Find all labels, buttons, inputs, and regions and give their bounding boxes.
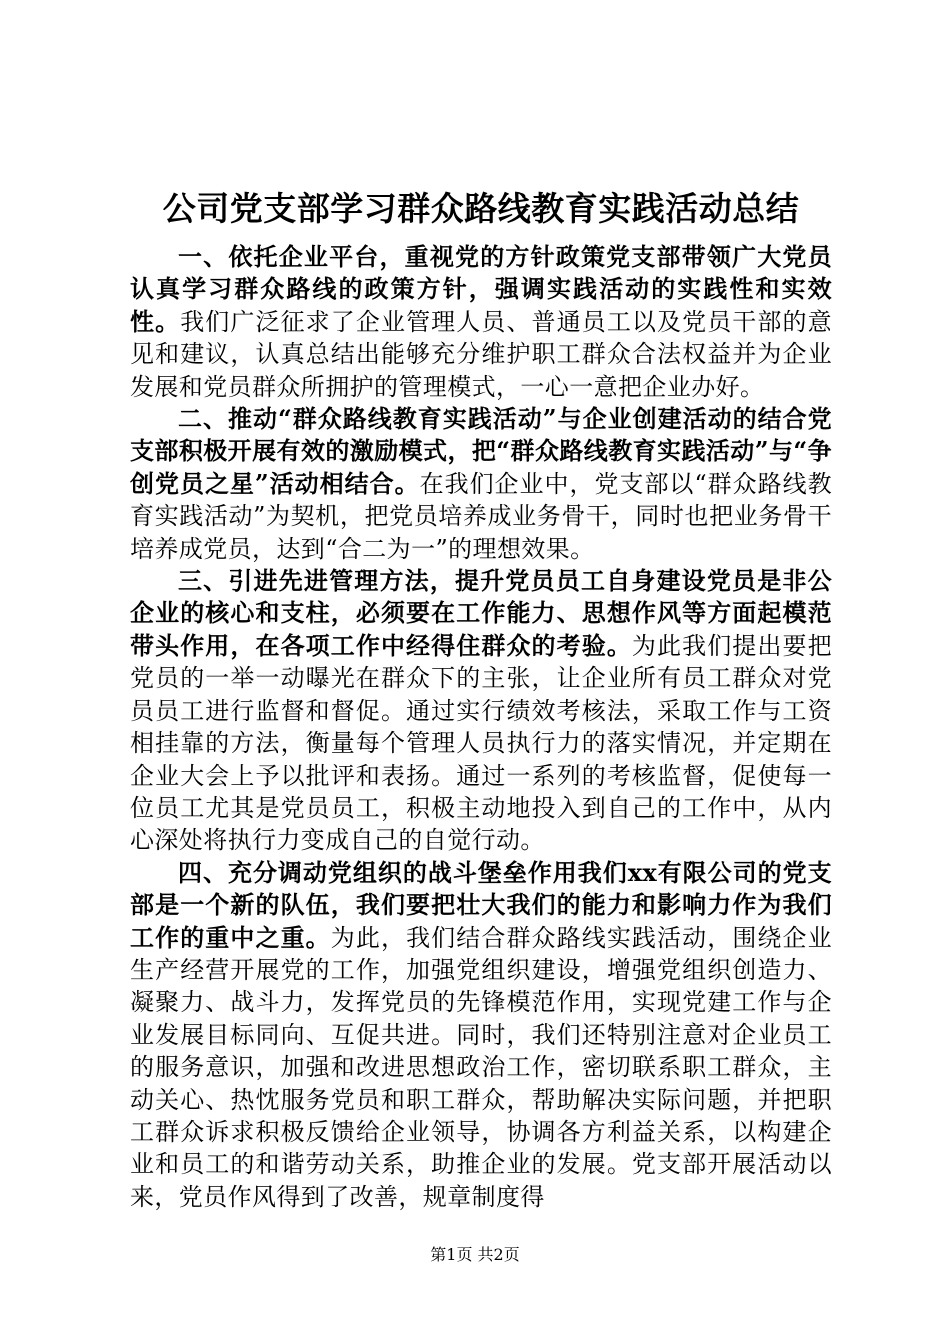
paragraph-2-heading: 二、推动“群众路线教育实践活动”与企业创建活动的结合党支部积极开展有效的激励模式，把“群众路线教育实践活动”与“争创党员之星”活动相结合。 [130, 404, 832, 498]
paragraph-4-heading: 四、充分调动党组织的战斗堡垒作用我们xx有限公司的党支部是一个新的队伍，我们要把壮大我们的能力和影响力作为我们工作的重中之重。 [130, 857, 832, 952]
paragraph-2 [130, 403, 832, 565]
paragraph-1-body: 我们广泛征求了企业管理人员、普通员工以及党员干部的意见和建议，认真总结出能够充分维护职工群众合法权益并为企业发展和党员群众所拥护的管理模式，一心一意把企业办好。 [130, 307, 832, 401]
document-title: 公司党支部学习群众路线教育实践活动总结 [162, 189, 800, 228]
paragraph-4 [130, 857, 832, 1213]
page-number-footer: 第1页 共2页 [430, 1245, 520, 1264]
paragraph-1-heading: 一、依托企业平台，重视党的方针政策党支部带领广大党员认真学习群众路线的政策方针，强调实践活动的实践性和实效性。 [130, 242, 832, 336]
paragraph-2-body: 在我们企业中，党支部以“群众路线教育实践活动”为契机，把党员培养成业务骨干，同时也把业务骨干培养成党员，达到“合二为一”的理想效果。 [130, 469, 832, 563]
paragraph-3 [130, 565, 832, 857]
paragraph-3-heading: 三、引进先进管理方法，提升党员员工自身建设党员是非公企业的核心和支柱，必须要在工作能力、思想作风等方面起模范带头作用，在各项工作中经得住群众的考验。 [130, 566, 832, 660]
paragraph-1 [130, 241, 832, 403]
paragraph-4-body: 为此，我们结合群众路线实践活动，围绕企业生产经营开展党的工作，加强党组织建设，增强党组织创造力、凝聚力、战斗力，发挥党员的先锋模范作用，实现党建工作与企业发展目标同向、互促共进。同时，我们还特别注意对企业员工的服务意识，加强和改进思想政治工作，密切联系职工群众，主动关心、热忱服务党员和职工群众，帮助解决实际问题，并把职工群众诉求积极反馈给企业领导，协调各方利益关系，以构建企业和员工的和谐劳动关系，助推企业的发展。党支部开展活动以来，党员作风得到了改善，规章制度得 [130, 923, 833, 1211]
paragraph-3-body: 为此我们提出要把党员的一举一动曝光在群众下的主张，让企业所有员工群众对党员员工进行监督和督促。通过实行绩效考核法，采取工作与工资相挂靠的方法，衡量每个管理人员执行力的落实情况，并定期在企业大会上予以批评和表扬。通过一系列的考核监督，促使每一位员工尤其是党员员工，积极主动地投入到自己的工作中，从内心深处将执行力变成自己的自觉行动。 [130, 631, 832, 855]
